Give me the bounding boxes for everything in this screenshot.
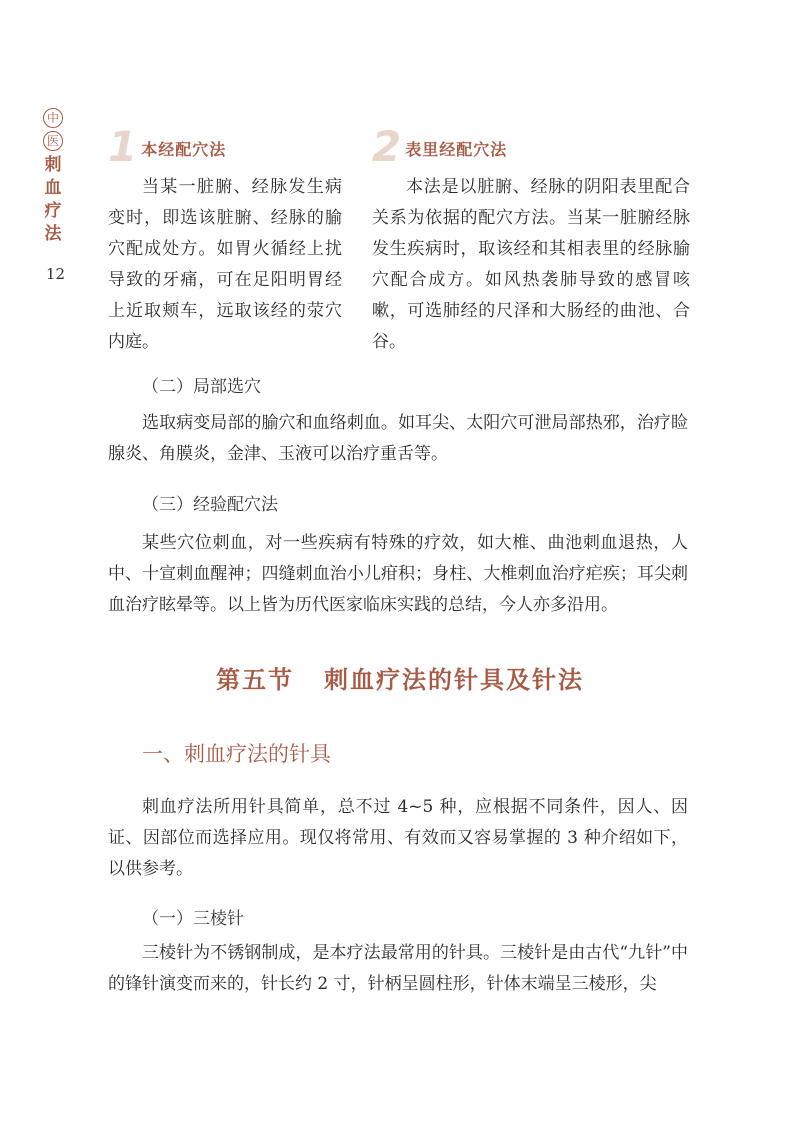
column-2 [372, 120, 690, 358]
column-1-number: 1 [108, 122, 138, 171]
section-name: 刺血疗法的针具及针法 [324, 665, 584, 694]
column-2-number: 2 [372, 122, 402, 171]
side-char-3: 疗 [44, 201, 62, 221]
side-circle-char-2: 医 [43, 131, 63, 151]
side-char-1: 刺 [44, 155, 62, 175]
paragraph-experience-points: 某些穴位刺血，对一些疾病有特殊的疗效，如大椎、曲池刺血退热，人中、十宣刺血醒神；四缝刺血治小儿疳积；身柱、大椎刺血治疗疟疾；耳尖刺血治疗眩晕等。以上皆为历代医家临床实践的总结，今人亦多沿用。 [108, 533, 688, 615]
column-1-header [108, 120, 342, 171]
paragraph-three-edged-needle: 三棱针为不锈钢制成，是本疗法最常用的针具。三棱针是由古代“九针”中的锋针演变而来的，针长约 2 寸，针柄呈圆柱形，针体末端呈三棱形，尖 [108, 943, 688, 994]
column-2-header [372, 120, 690, 171]
heading-needle-tools: 一、刺血疗法的针具 [142, 742, 331, 766]
column-2-title: 表里经配穴法 [405, 140, 508, 159]
subheading-three-edged-needle: （一）三棱针 [142, 909, 244, 929]
section-title [0, 660, 800, 695]
column-1-text: 当某一脏腑、经脉发生病变时，即选该脏腑、经脉的腧穴配成处方。如胃火循经上扰导致的牙痛，可在足阳明胃经上近取颊车，远取该经的荥穴内庭。 [108, 177, 342, 352]
column-1 [108, 120, 342, 358]
paragraph-intro: 刺血疗法所用针具简单，总不过 4~5 种，应根据不同条件，因人、因证、因部位而选择应用。现仅将常用、有效而又容易掌握的 3 种介绍如下，以供参考。 [108, 797, 688, 879]
paragraph-local-points: 选取病变局部的腧穴和血络刺血。如耳尖、太阳穴可泄局部热邪，治疗睑腺炎、角膜炎，金津、玉液可以治疗重舌等。 [108, 413, 688, 464]
side-char-4: 法 [44, 224, 62, 244]
column-2-text: 本法是以脏腑、经脉的阴阳表里配合关系为依据的配穴方法。当某一脏腑经脉发生疾病时，取该经和其相表里的经脉腧穴配合成方。如风热袭肺导致的感冒咳嗽，可选肺经的尺泽和大肠经的曲池、合谷。 [372, 177, 690, 352]
column-1-title: 本经配穴法 [141, 140, 227, 159]
section-number: 第五节 [216, 665, 294, 694]
side-tab [38, 108, 68, 246]
side-circle-char-1: 中 [43, 108, 63, 128]
subheading-local-points: （二）局部选穴 [142, 377, 261, 397]
page-number: 12 [46, 265, 66, 283]
subheading-experience-points: （三）经验配穴法 [142, 495, 278, 515]
side-char-2: 血 [44, 178, 62, 198]
